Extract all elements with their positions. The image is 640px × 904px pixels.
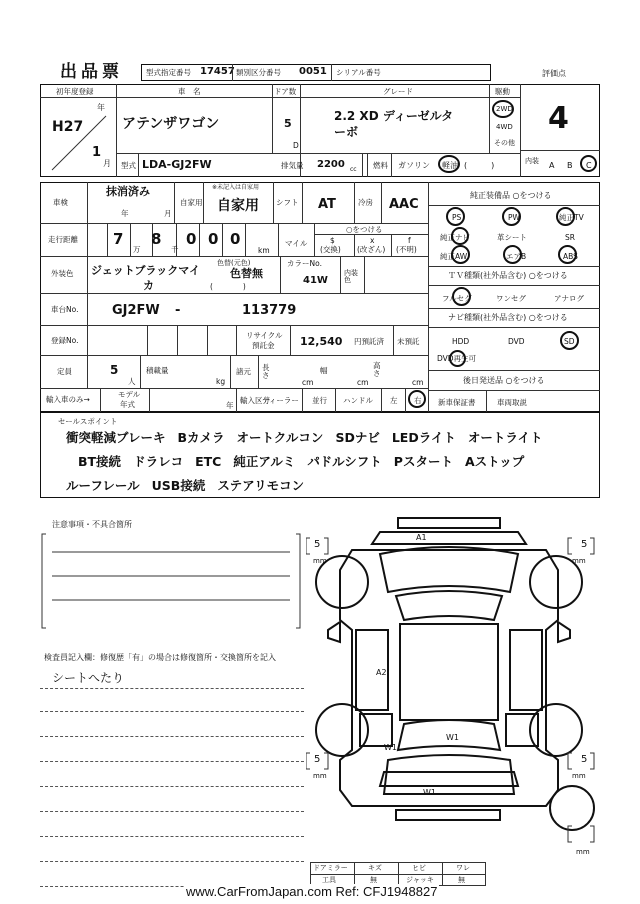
mark-a2: A2 xyxy=(376,668,387,677)
shift-label: シフト xyxy=(276,198,299,207)
chassis-label: 車台No. xyxy=(51,305,79,314)
tire-fr: 5 xyxy=(581,539,588,550)
attention-label: 注意事項・不具合箇所 xyxy=(52,520,132,529)
model-label: 型式 xyxy=(121,161,136,170)
exterior-color-value-2: カ xyxy=(143,279,154,292)
inspector-label: 検査員記入欄：修復歴「有」の場合は修復箇所・交換箇所を記入 xyxy=(44,653,276,662)
import-label: 輸入車のみ→ xyxy=(46,395,90,404)
grade-value-1: 2.2 XD ディーゼルタ xyxy=(334,109,454,123)
sd-circle xyxy=(560,331,579,350)
inspection-value: 抹消済み xyxy=(106,185,150,198)
grade-label: グレード xyxy=(383,87,413,96)
handle-right-circle xyxy=(408,390,426,408)
doors-label: ドア数 xyxy=(274,87,297,96)
disp-value: 2200 xyxy=(317,159,345,170)
sheet-title: 出品票 xyxy=(60,62,123,82)
use-label: 自家用 xyxy=(180,198,203,207)
chassis-prefix: GJ2FW xyxy=(112,303,160,318)
car-name-value: アテンザワゴン xyxy=(122,116,220,132)
tv-circle xyxy=(556,207,575,226)
car-name-label: 車 名 xyxy=(178,87,201,96)
model-cert-label: 型式指定番号 xyxy=(146,68,191,77)
footer-watermark: www.CarFromJapan.com Ref: CFJ1948827 xyxy=(186,884,438,899)
recycle-label-2: 預託金 xyxy=(252,341,275,350)
sales-points-line-2: BT接続 ドラレコ ETC 純正アルミ パドルシフト Pスタート Aストップ xyxy=(78,454,525,469)
score-value: 4 xyxy=(548,101,569,136)
fullseg-circle xyxy=(452,287,471,306)
model-value: LDA-GJ2FW xyxy=(142,158,212,171)
airbag-circle xyxy=(503,245,522,264)
interior-c-circle xyxy=(580,155,597,172)
mileage-digit-4: 0 xyxy=(208,230,219,248)
dvd-play-circle xyxy=(449,350,466,367)
mileage-digit-2: 8 xyxy=(151,230,162,248)
recycle-label-1: リサイクル xyxy=(246,331,283,340)
navi-title: ナビ種類(社外品含む) ○をつける xyxy=(448,313,568,322)
tv-title: ＴＶ種類(社外品含む) ○をつける xyxy=(448,271,568,280)
later-title: 後日発送品 ○をつける xyxy=(463,376,545,385)
sales-points-line-1: 衝突軽減ブレーキ Bカメラ オートクルコン SDナビ LEDライト オートライト xyxy=(66,430,543,445)
mileage-digit-5: 0 xyxy=(230,230,241,248)
first-reg-label: 初年度登録 xyxy=(56,87,94,96)
color-change-value: 色替無 xyxy=(230,267,263,280)
aw-circle xyxy=(451,245,470,264)
model-cert-value: 17457 xyxy=(200,66,235,77)
capacity-value: 5 xyxy=(110,363,119,377)
mark-w1-left: W1 xyxy=(384,743,397,752)
use-note: ※未記入は自家用 xyxy=(212,184,260,191)
mileage-digit-1: 7 xyxy=(113,230,124,248)
mile-label: マイル xyxy=(285,239,308,248)
interior-color-label: 内装色 xyxy=(344,269,358,284)
tire-brackets xyxy=(306,533,600,846)
exterior-color-label: 外装色 xyxy=(51,269,74,278)
grade-value-2: ーボ xyxy=(334,125,359,139)
capacity-label: 定員 xyxy=(57,367,72,376)
sales-points-label: セールスポイント xyxy=(58,417,118,426)
interior-grade-label: 内装 xyxy=(525,157,539,165)
import-kind-label: 輸入区分 xyxy=(240,396,270,405)
abs-circle xyxy=(558,245,577,264)
ac-value: AAC xyxy=(389,197,419,212)
inspector-note: シートへたり xyxy=(52,671,125,685)
color-no-label: カラーNo. xyxy=(287,259,322,268)
tire-rl: 5 xyxy=(314,754,321,765)
doors-value: 5 xyxy=(284,117,292,130)
registration-label: 登録No. xyxy=(51,336,79,345)
recycle-value: 12,540 xyxy=(300,335,343,348)
first-reg-month: 1 xyxy=(92,145,102,160)
ps-circle xyxy=(446,207,465,226)
equipment-title: 純正装備品 ○をつける xyxy=(470,191,552,200)
load-label: 積載量 xyxy=(146,366,169,375)
class-value: 0051 xyxy=(299,66,327,77)
first-reg-value: H27 xyxy=(52,119,84,135)
navi-circle xyxy=(451,227,469,245)
score-label: 評価点 xyxy=(542,69,566,78)
color-no-value: 41W xyxy=(303,275,328,286)
use-value: 自家用 xyxy=(217,198,259,214)
mark-a1: A1 xyxy=(416,533,427,542)
chassis-number: 113779 xyxy=(242,303,297,318)
disp-label: 排気量 xyxy=(281,161,304,170)
inspection-label: 車検 xyxy=(53,198,68,207)
tire-fl: 5 xyxy=(314,539,321,550)
mark-w1-rear: W1 xyxy=(423,788,436,797)
dims-label: 諸元 xyxy=(236,367,251,376)
fuel-diesel-circle xyxy=(438,155,460,173)
color-change-label: 色替(元色) xyxy=(217,259,251,267)
ac-label: 冷房 xyxy=(358,198,373,207)
drive-2wd-circle xyxy=(492,100,514,118)
mileage-label: 走行距離 xyxy=(48,235,78,244)
mileage-digit-3: 0 xyxy=(186,230,197,248)
mark-w1-center: W1 xyxy=(446,733,459,742)
drive-label: 駆動 xyxy=(495,87,510,96)
serial-label: シリアル番号 xyxy=(336,68,381,77)
exterior-color-value-1: ジェットブラックマイ xyxy=(91,264,201,277)
tire-rr: 5 xyxy=(581,754,588,765)
attention-box xyxy=(40,528,304,634)
pw-circle xyxy=(502,207,521,226)
fuel-label: 燃料 xyxy=(373,161,388,170)
class-label: 類別区分番号 xyxy=(236,68,281,77)
sales-points-line-3: ルーフレール USB接続 ステアリモコン xyxy=(66,478,305,493)
shift-value: AT xyxy=(318,197,336,212)
